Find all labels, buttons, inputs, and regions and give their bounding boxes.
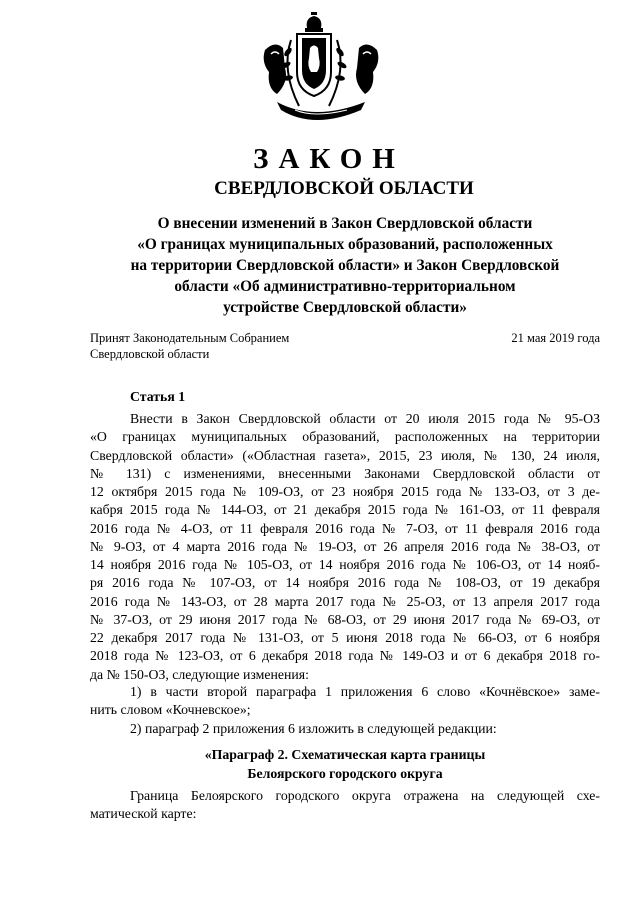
boundary-text bbox=[90, 787, 600, 824]
law-heading: ЗАКОН bbox=[253, 143, 405, 175]
title-line: области «Об административно-территориальном bbox=[174, 278, 516, 295]
adoption-line: Свердловской области bbox=[90, 347, 210, 361]
article-intro bbox=[90, 410, 600, 684]
heading-line: «Параграф 2. Схематическая карта границы bbox=[204, 747, 486, 762]
document-title bbox=[90, 213, 600, 318]
text-line: 2018 года № 123-ОЗ, от 6 декабря 2018 года № 149-ОЗ и от 6 декабря 2018 го- bbox=[90, 648, 600, 664]
text-line: № 131) с изменениями, внесенными Законами Свердловской области от bbox=[90, 465, 600, 481]
text-line: № 37-ОЗ, от 29 июня 2017 года № 68-ОЗ, от 29 июня 2017 года № 69-ОЗ, от bbox=[90, 611, 600, 627]
adoption-date: 21 мая 2019 года bbox=[511, 331, 600, 345]
text-line: да № 150-ОЗ, следующие изменения: bbox=[90, 666, 309, 682]
text-line: 14 ноября 2016 года № 105-ОЗ, от 14 ноября 2016 года № 106-ОЗ, от 14 нояб- bbox=[90, 557, 600, 572]
adoption-info bbox=[90, 330, 289, 362]
text-line: 12 октября 2015 года № 109-ОЗ, от 23 ноября 2015 года № 133-ОЗ, от 3 де- bbox=[90, 484, 600, 499]
text-line: 1) в части второй параграфа 1 приложения 6 слово «Кочнёвское» заме- bbox=[130, 684, 600, 699]
item-2 bbox=[90, 720, 600, 738]
text-line: Свердловской области» («Областная газета», 2015, 23 июля, № 130, 24 июля, bbox=[90, 447, 600, 463]
coat-of-arms-emblem bbox=[255, 10, 387, 132]
heading-line: Белоярского городского округа bbox=[247, 766, 443, 781]
article-heading: Статья 1 bbox=[130, 389, 186, 404]
adoption-line: Принят Законодательным Собранием bbox=[90, 331, 290, 345]
text-line: Внести в Закон Свердловской области от 20 июля 2015 года № 95-ОЗ bbox=[130, 411, 600, 426]
text-line: 2016 года № 143-ОЗ, от 28 марта 2017 года № 25-ОЗ, от 13 апреля 2017 года bbox=[90, 593, 600, 609]
title-line: на территории Свердловской области» и Закон Свердловской bbox=[130, 257, 560, 274]
text-line: кабря 2015 года № 144-ОЗ, от 21 декабря 2015 года № 161-ОЗ, от 11 февраля bbox=[90, 502, 600, 518]
text-line: ря 2016 года № 107-ОЗ, от 14 ноября 2016 года № 108-ОЗ, от 19 декабря bbox=[90, 575, 600, 591]
item-1 bbox=[90, 683, 600, 720]
title-line: О внесении изменений в Закон Свердловской области bbox=[157, 215, 533, 232]
title-line: «О границах муниципальных образований, расположенных bbox=[137, 236, 553, 253]
region-heading: СВЕРДЛОВСКОЙ ОБЛАСТИ bbox=[214, 178, 474, 199]
text-line: № 9-ОЗ, от 4 марта 2016 года № 19-ОЗ, от 26 апреля 2016 года № 38-ОЗ, от bbox=[90, 538, 600, 554]
text-line: «О границах муниципальных образований, расположенных на территории bbox=[90, 429, 600, 445]
paragraph-2-heading bbox=[90, 745, 600, 783]
text-line: 2) параграф 2 приложения 6 изложить в следующей редакции: bbox=[130, 721, 497, 736]
text-line: 22 декабря 2017 года № 131-ОЗ, от 5 июня 2018 года № 66-ОЗ, от 6 ноября bbox=[90, 630, 600, 645]
text-line: матической карте: bbox=[90, 806, 197, 822]
text-line: нить словом «Кочневское»; bbox=[90, 702, 251, 718]
text-line: Граница Белоярского городского округа отражена на следующей схе- bbox=[130, 788, 600, 803]
title-line: устройстве Свердловской области» bbox=[223, 299, 467, 316]
text-line: 2016 года № 4-ОЗ, от 11 февраля 2016 года № 7-ОЗ, от 11 февраля 2016 года bbox=[90, 520, 600, 536]
